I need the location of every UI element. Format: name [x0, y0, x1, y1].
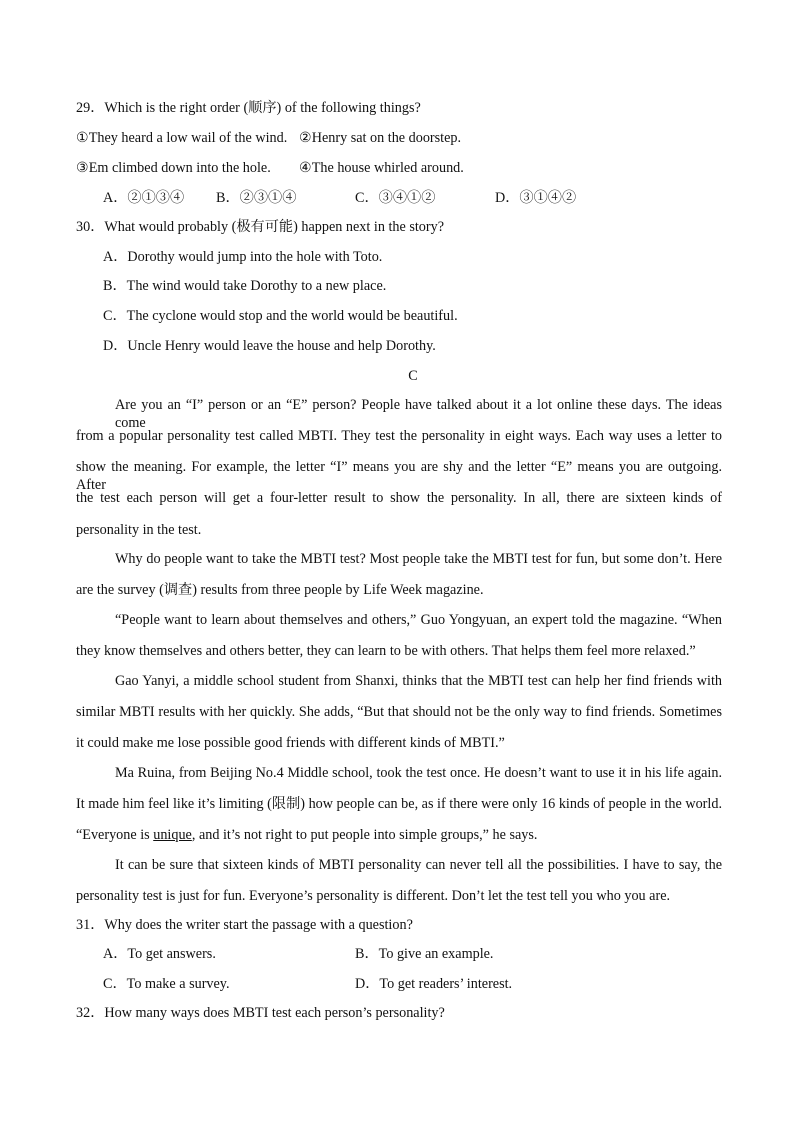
- q30-option-d: D．Uncle Henry would leave the house and help Dorothy.: [103, 338, 436, 354]
- passage-line-with-underline: [76, 826, 537, 844]
- passage-text: “Everyone is: [76, 827, 154, 843]
- passage-line: they know themselves and others better, they can learn to be with others. That helps them feel more relaxed.”: [76, 643, 696, 659]
- q31-option-a: A．To get answers.: [103, 946, 216, 962]
- q29-option-d: D．③①④②: [495, 190, 577, 206]
- passage-line: Gao Yanyi, a middle school student from Shanxi, thinks that the MBTI test can help her find friends with: [115, 673, 722, 689]
- q29-option-b: B．②③①④: [216, 190, 297, 206]
- passage-line: are the survey (调查) results from three people by Life Week magazine.: [76, 582, 484, 598]
- question-32-stem: 32．How many ways does MBTI test each person’s personality?: [76, 1005, 445, 1021]
- question-31-stem: 31．Why does the writer start the passage with a question?: [76, 917, 413, 933]
- passage-line: it could make me lose possible good friends with different kinds of MBTI.”: [76, 735, 505, 751]
- passage-line: “People want to learn about themselves and others,” Guo Yongyuan, an expert told the magazine. “When: [115, 612, 722, 628]
- passage-line: It can be sure that sixteen kinds of MBTI personality can never tell all the possibilities. I have to say, the: [115, 857, 722, 873]
- passage-line: It made him feel like it’s limiting (限制) how people can be, as if there were only 16 kinds of people in the world.: [76, 796, 722, 812]
- q29-item-4: ④The house whirled around.: [299, 160, 464, 176]
- passage-line: personality test is just for fun. Everyone’s personality is different. Don’t let the test tell you who you are.: [76, 888, 671, 904]
- q31-option-b: B．To give an example.: [355, 946, 494, 962]
- q29-item-2: ②Henry sat on the doorstep.: [299, 130, 462, 146]
- section-label: C: [408, 368, 418, 384]
- passage-line: show the meaning. For example, the letter “I” means you are shy and the letter “E” means you are outgoing. After: [76, 459, 722, 493]
- q29-option-c: C．③④①②: [355, 190, 436, 206]
- q29-item-1: ①They heard a low wail of the wind.: [76, 130, 288, 146]
- passage-line: from a popular personality test called MBTI. They test the personality in eight ways. Each way uses a letter to: [76, 428, 722, 444]
- q30-option-a: A．Dorothy would jump into the hole with Toto.: [103, 249, 383, 265]
- underlined-word: unique: [153, 827, 192, 843]
- passage-line: the test each person will get a four-letter result to show the personality. In all, there are sixteen kinds of: [76, 490, 722, 506]
- passage-text: , and it’s not right to put people into simple groups,” he says.: [191, 827, 538, 843]
- q29-item-3: ③Em climbed down into the hole.: [76, 160, 271, 176]
- question-30-stem: 30．What would probably (极有可能) happen next in the story?: [76, 219, 445, 235]
- passage-line: personality in the test.: [76, 522, 202, 538]
- passage-line: Ma Ruina, from Beijing No.4 Middle school, took the test once. He doesn’t want to use it in his life again.: [115, 765, 722, 781]
- q30-option-b: B．The wind would take Dorothy to a new place.: [103, 278, 387, 294]
- q30-option-c: C．The cyclone would stop and the world would be beautiful.: [103, 308, 458, 324]
- q31-option-d: D．To get readers’ interest.: [355, 976, 513, 992]
- question-29-stem: 29．Which is the right order (顺序) of the following things?: [76, 100, 421, 116]
- passage-line: Why do people want to take the MBTI test? Most people take the MBTI test for fun, but some don’t. Here: [115, 551, 722, 567]
- passage-line: similar MBTI results with her quickly. She adds, “But that should not be the only way to find friends. Sometimes: [76, 704, 722, 720]
- q31-option-c: C．To make a survey.: [103, 976, 230, 992]
- passage-line: Are you an “I” person or an “E” person? People have talked about it a lot online these days. The ideas come: [115, 397, 722, 431]
- q29-option-a: A．②①③④: [103, 190, 185, 206]
